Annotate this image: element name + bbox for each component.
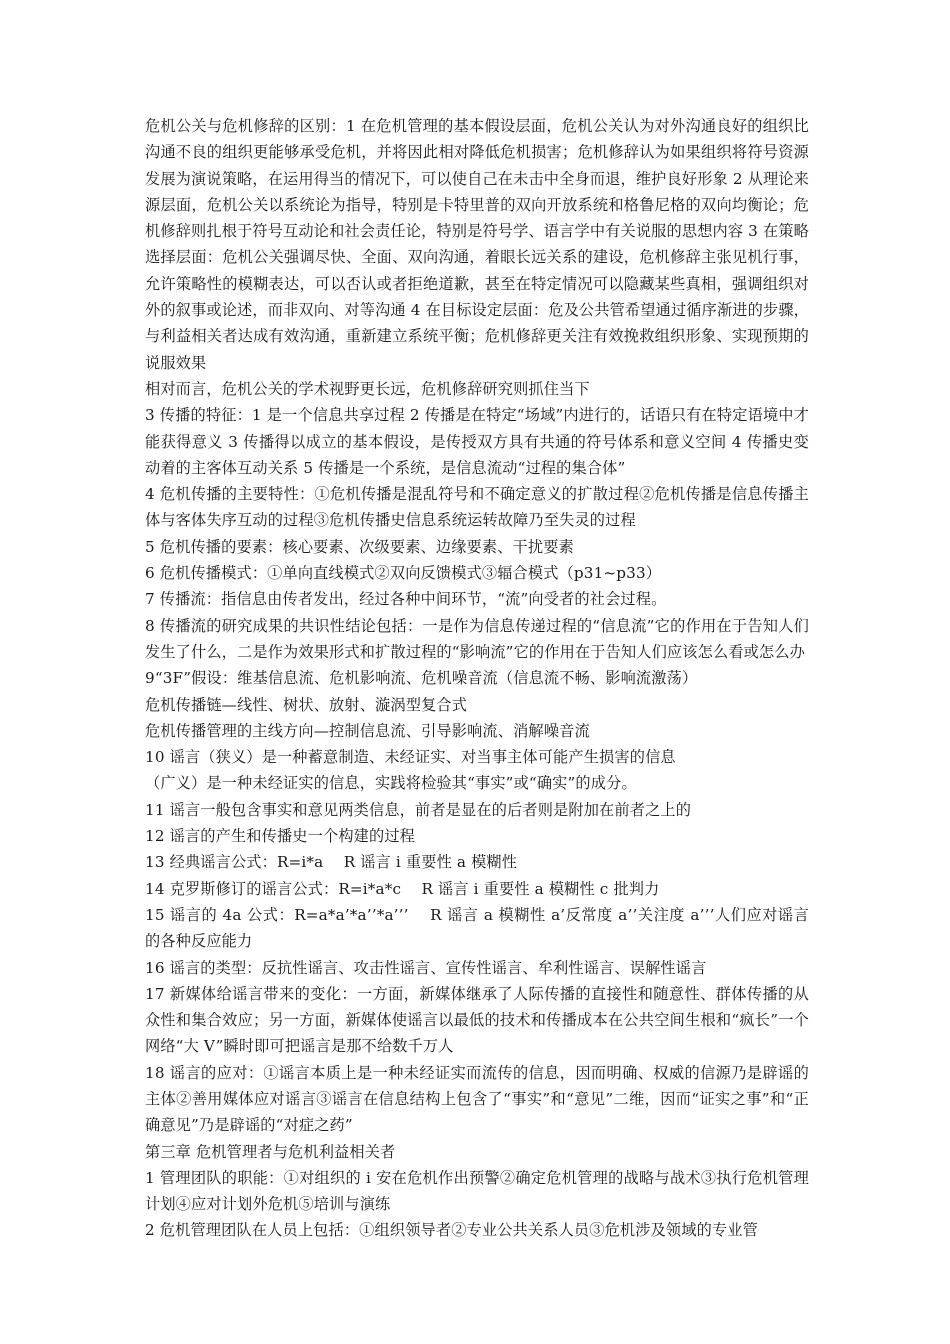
paragraph-11-rumor-content: 11 谣言一般包含事实和意见两类信息，前者是显在的后者则是附加在前者之上的: [145, 800, 692, 819]
paragraph-1-team-functions: 1 管理团队的职能：①对组织的 i 安在危机作出预警②确定危机管理的战略与战术③执行危机管理计划④应对计划外危机⑤培训与演练: [145, 1168, 809, 1214]
paragraph-4-crisis-communication-traits: 4 危机传播的主要特性：①危机传播是混乱符号和不确定意义的扩散过程②危机传播是信息传播主体与客体失序互动的过程③危机传播史信息系统运转故障乃至失灵的过程: [145, 485, 809, 530]
paragraph-crisis-chain: 危机传播链—线性、树状、放射、漩涡型复合式: [145, 695, 468, 714]
paragraph-2-team-members: 2 危机管理团队在人员上包括：①组织领导者②专业公共关系人员③危机涉及领域的专业管: [145, 1221, 758, 1240]
paragraph-8-flow-research: 8 传播流的研究成果的共识性结论包括：一是作为信息传递过程的“信息流”它的作用在于告知人们发生了什么，二是作为效果形式和扩散过程的“影响流”它的作用在于告知人们应该怎么看或怎么办: [145, 616, 809, 661]
paragraph-13-classic-formula: 13 经典谣言公式：R=i*a R 谣言 i 重要性 a 模糊性: [145, 853, 518, 872]
paragraph-3-communication-features: 3 传播的特征：1 是一个信息共享过程 2 传播是在特定“场域”内进行的，话语只有在特定语境中才能获得意义 3 传播得以成立的基本假设，是传授双方具有共通的符号体系和意义空间 4 传播史变动着的主客体互动关系 5 传播是一个系统，是信息流动“过程的集合体”: [145, 406, 809, 477]
paragraph-crisis-pr-vs-rhetoric: 危机公关与危机修辞的区别：1 在危机管理的基本假设层面，危机公关认为对外沟通良好的组织比沟通不良的组织更能够承受危机，并将因此相对降低危机损害；危机修辞认为如果组织将符号资源发展为演说策略，在运用得当的情况下，可以使自己在未击中全身而退，维护良好形象 2 从理论来源层面，危机公关以系统论为指导，特别是卡特里普的双向开放系统和格鲁尼格的双向均衡论；危机修辞则扎根于符号互动论和社会责任论，特别是符号学、语言学中有关说服的思想内容 3 在策略选择层面：危机公关强调尽快、全面、双向沟通，着眼长远关系的建设，危机修辞主张见机行事，允许策略性的模糊表达，可以否认或者拒绝道歉，甚至在特定情况可以隐藏某些真相，强调组织对外的叙事或论述，而非双向、对等沟通 4 在目标设定层面：危及公共管希望通过循序渐进的步骤，与利益相关者达成有效沟通，重新建立系统平衡；危机修辞更关注有效挽救组织形象、实现预期的说服效果: [145, 117, 809, 372]
paragraph-comparison-summary: 相对而言，危机公关的学术视野更长远，危机修辞研究则抓住当下: [145, 379, 590, 398]
paragraph-18-rumor-response: 18 谣言的应对：①谣言本质上是一种未经证实而流传的信息，因而明确、权威的信源乃是辟谣的主体②善用媒体应对谣言③谣言在信息结构上包含了“事实”和“意见”二维，因而“证实之事”和“正确意见”乃是辟谣的“对症之药”: [145, 1063, 809, 1135]
paragraph-9-3f-hypothesis: 9“3F”假设：维基信息流、危机影响流、危机噪音流（信息流不畅、影响流激荡）: [145, 669, 698, 688]
paragraph-10-rumor-broad: （广义）是一种未经证实的信息，实践将检验其“事实”或“确实”的成分。: [145, 774, 637, 793]
chapter-3-heading: 第三章 危机管理者与危机利益相关者: [145, 1142, 396, 1161]
paragraph-17-new-media-changes: 17 新媒体给谣言带来的变化：一方面，新媒体继承了人际传播的直接性和随意性、群体传播的从众性和集合效应；另一方面，新媒体使谣言以最低的技术和传播成本在公共空间生根和“疯长”一个网络“大 V”瞬时即可把谣言是那不给数千万人: [145, 984, 809, 1056]
paragraph-16-rumor-types: 16 谣言的类型：反抗性谣言、攻击性谣言、宣传性谣言、牟利性谣言、误解性谣言: [145, 958, 707, 977]
paragraph-14-chorus-formula: 14 克罗斯修订的谣言公式：R=i*a*c R 谣言 i 重要性 a 模糊性 c 批判力: [145, 879, 660, 898]
paragraph-15-4a-formula: 15 谣言的 4a 公式：R=a*a’*a’’*a’’’ R 谣言 a 模糊性 a’反常度 a’’关注度 a’’’人们应对谣言的各种反应能力: [145, 905, 809, 951]
paragraph-12-rumor-construction: 12 谣言的产生和传播史一个构建的过程: [145, 827, 416, 846]
paragraph-6-models: 6 危机传播模式：①单向直线模式②双向反馈模式③辐合模式（p31~p33）: [145, 564, 662, 583]
paragraph-5-elements: 5 危机传播的要素：核心要素、次级要素、边缘要素、干扰要素: [145, 537, 574, 556]
paragraph-10-rumor-narrow: 10 谣言（狭义）是一种蓄意制造、未经证实、对当事主体可能产生损害的信息: [145, 748, 676, 767]
paragraph-7-communication-flow: 7 传播流：指信息由传者发出，经过各种中间环节，“流”向受者的社会过程。: [145, 590, 667, 609]
document-page: [145, 113, 809, 1244]
paragraph-management-direction: 危机传播管理的主线方向—控制信息流、引导影响流、消解噪音流: [145, 721, 590, 740]
